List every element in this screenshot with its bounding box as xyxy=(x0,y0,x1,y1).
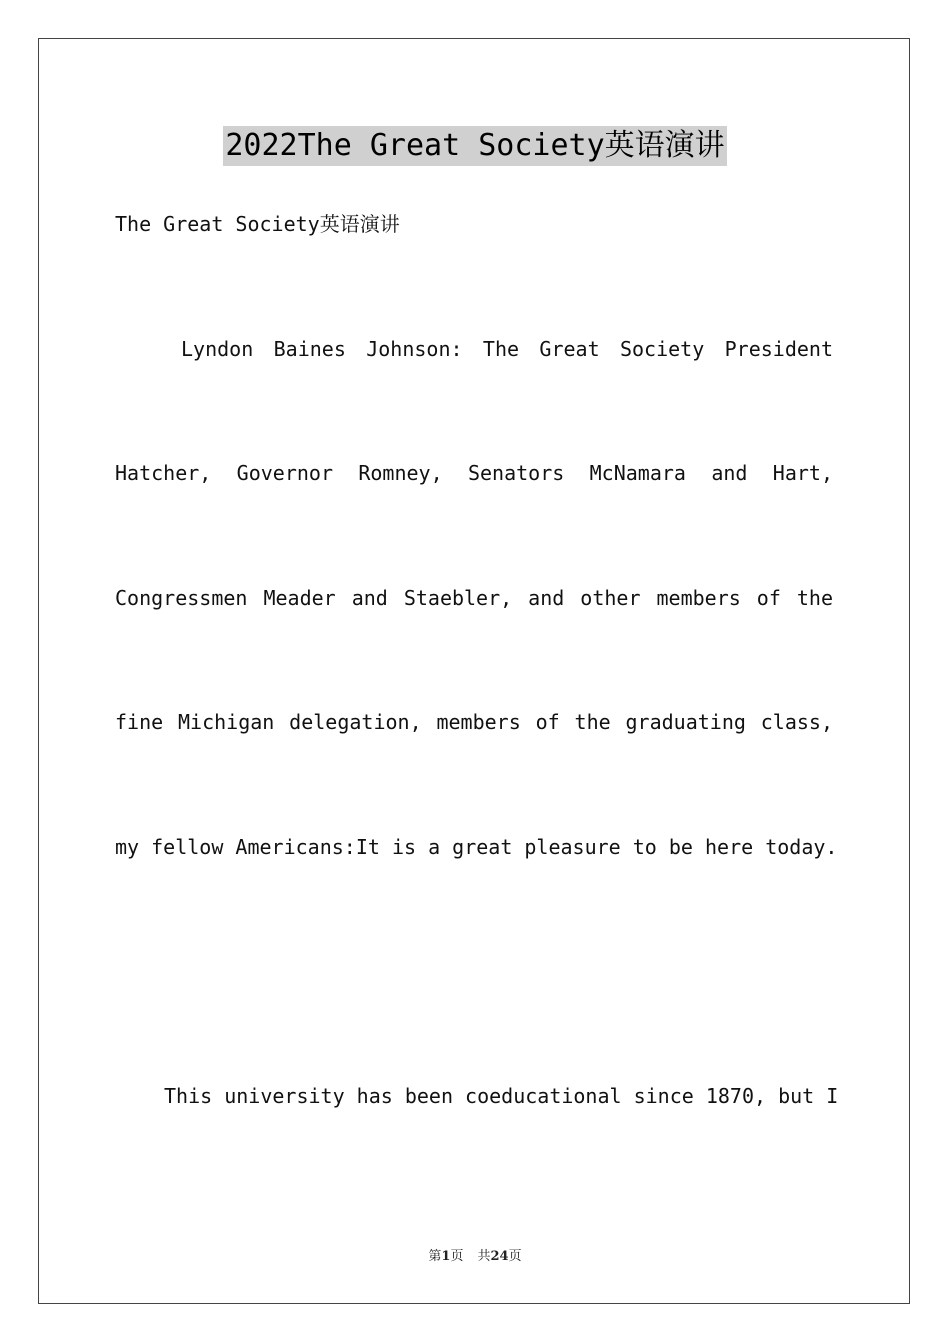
page-footer xyxy=(0,1248,950,1266)
paragraph-line: fine Michigan delegation, members of the graduating class, xyxy=(115,710,833,734)
document-subtitle: The Great Society英语演讲 xyxy=(115,212,400,236)
document-title: 2022The Great Society英语演讲 xyxy=(223,126,726,166)
page-label-suffix: 页 xyxy=(450,1249,464,1264)
paragraph-line: Congressmen Meader and Staebler, and other members of the xyxy=(115,586,833,610)
paragraph-line: Lyndon Baines Johnson: The Great Society President xyxy=(181,337,833,361)
title-container xyxy=(0,126,950,166)
page-number: 1 xyxy=(441,1249,451,1264)
total-label-prefix: 共 xyxy=(477,1249,491,1264)
total-label-suffix: 页 xyxy=(508,1249,522,1264)
paragraph-line: my fellow Americans:It is a great pleasure to be here today. xyxy=(115,835,838,859)
total-pages: 24 xyxy=(490,1249,509,1264)
page-label-prefix: 第 xyxy=(428,1249,442,1264)
paragraph-line: This university has been coeducational since 1870, but I xyxy=(164,1084,839,1108)
paragraph-line: Hatcher, Governor Romney, Senators McNamara and Hart, xyxy=(115,461,833,485)
